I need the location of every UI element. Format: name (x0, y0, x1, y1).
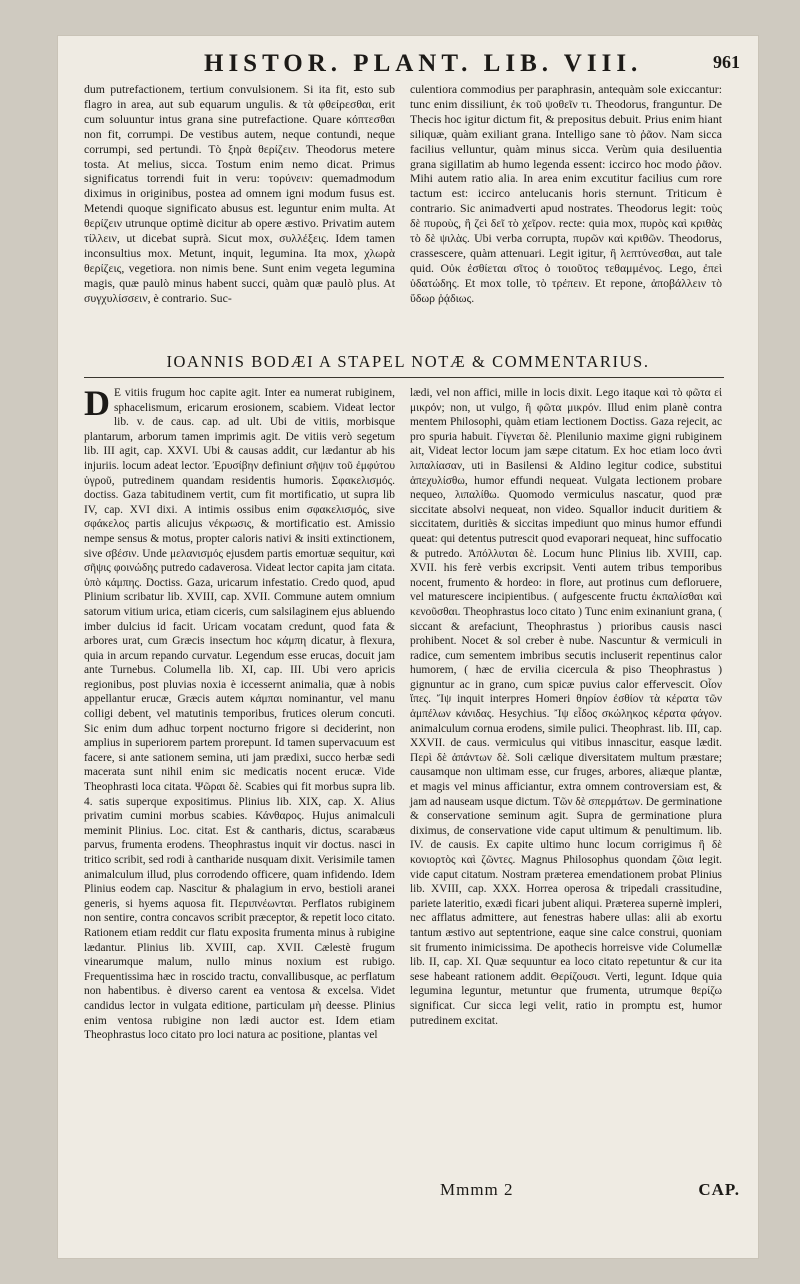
commentary-text: E vitiis frugum hoc capite agit. Inter ea numerat rubiginem, sphacelismum, ericarum erosionem, scabiem. Videat lector lib. v. de caus. cap. ad ult. Ubi de vitiis, morbisque plantarum, arborum tamen imprimis agit. De vitiis verò segetum lib. III agit, cap. XXVI. Ubi & causas addit, cur lædantur ab his injuriis. locum adeat lector. Ἐρυσίβην definiunt σῆψιν τοῦ ἐμφύτου ὑγροῦ, putredinem quandam residentis humoris. Σφακελισμός. doctiss. Gaza tabitudinem vertit, cum fit mortificatio, ut supra lib IV, cap. XVI dixi. A intimis ossibus enim σφακελισμός, sive σφάκελος partis alicujus νέκρωσις, & mortificatio est. Amissio nempe sensus & motus, propter caloris nativi & insiti extinctionem, sive σβέσιν. Unde μελανισμός ejusdem partis emortuæ sequitur, καὶ σῆψις φοινώδης putredo cadaverosa. Videat lector capita jam citata. ὑπὸ κάμπης. Doctiss. Gaza, uricarum infestatio. Credo quod, apud Plinium scribatur lib. XVIII, cap. XVII. Commune autem omnium satorum vitium urica, etiam ciceris, cum salsilaginem ejus abluendo imber dulcius id facit. Uricam vocatam credunt, quod fata & arbores urat, cum Græcis insectum hoc κάμπη dicatur, à flexura, quia in arcum repando curvatur. Legendum esse erucas, docuit jam ante Turnebus. Columella lib. XI, cap. III. Ubi vero apricis regionibus, post pluvias noxia è iccessernt animalia, quæ à nobis appellantur erucæ, Græcis autem κάμπαι nominantur, vel manu colligi debent, vel matutinis temporibus, frutices olerum concuti. Sic enim dum adhuc torpent nocturno frigore si deciderint, non amplius in superiorem partem prorepunt. Id tamen supervacuum est facere, si ante sationem semina, uti jam prædixi, succo herbæ sedi macerata sunt nihil enim sic medicatis nocent erucæ. Vide Theophrasti loca citata. Ψῶραι δὲ. Scabies qui fit morbus supra lib. 4. satis superque expositimus. Plinius lib. XIX, cap. X. Alius privatim cumini morbus scabies. Κάνθαρος. Hujus animalculi meminit Plinius. Loc. citat. Est & cantharis, dictus, scarabæus parvus, frumenta erodens. Theophrastus inquit vir doctus. nasci in tritico scribit, sed rodi à cantharide nusquam dixit. Verisimile tamen animalculum illud, plus corrodendo officere, quam infidendo. Idem Plinius eodem cap. Nascitur & phalagium in ervo, bestioli aranei generis, si hyems aquosa fit. Περιπνέωνται. Perflatos rubiginem non sentire, contra concavos scribit præceptor, & repetit loco citato. Rationem etiam reddit cur flatu exposita frumenta minus à rubigine lædantur. Plinius lib. XVIII, cap. XVII. Cælestè frugum vinearumque malum, nullo minus noxium est rubigo. Frequentissima hæc in roscido tractu, convallibusque, ac perflatum non habentibus. è diverso carent ea ventosa & excelsa. Videt candidus lector in vulgata editione, particulam μὴ deesse. Plinius enim ventosa rubigine non lædi auctor est. Idem etiam Theophrastus loco citato pro loci natura ac positione, plantas vel (84, 387, 395, 1042)
running-head: HISTOR. PLANT. LIB. VIII. (204, 50, 643, 77)
signature-mark: Mmmm 2 (440, 1180, 514, 1199)
page-header (118, 48, 740, 78)
catchword: CAP. (698, 1180, 740, 1199)
text-column-left (84, 82, 395, 344)
text-column-right (410, 82, 722, 344)
commentary-column-right (410, 386, 722, 1142)
commentary-column-left (84, 383, 395, 1142)
text-paragraph: culentiora commodius per paraphrasin, antequàm sole exiccantur: tunc enim dissiliunt, ἐκ τοῦ ψοθεῖν τι. Theodorus, franguntur. De Thecis hoc igitur dictum fit, & prepositus debuit. Prius enim hiant siliquæ, quàm exiliant grana. Intelligo sane τὸ ῥᾶον. Nam sicca facilius velluntur, quàm minus sicca. Verùm quia desiluentia grana sigillatim ab humo legenda essent: iccirco hoc modo ῥᾶον. Mihi autem ratio alia. In area enim excutitur facilius cum rore tactum est: iccirco antelucanis horis sternunt. Triticum è contrario. Sic animadverti apud nostrates. Theodorus legit: τοὺς δὲ πυροὺς, ἢ ζεὶ δεῖ τὸ χεῖρον. recte: quia mox, πυρὸς καὶ κριθὰς τὸ δὲ ψιλὰς. Ubi verba corrupta, πυρῶν καὶ κριθῶν. Theodorus, crassescere, quàm attenuari. Legit igitur, ἢ λεπτύνεσθαι, aut tale quid. Οὐκ ἐσθίεται σῖτος ὁ τοιοῦτος τεθαμμένος. Lego, ἐπεὶ ὑδατώδης. Et mox tolle, τὸ τρέπειν. Et repone, ἀποβάλλειν τὸ ὕδωρ ῥᾴδιως. (410, 82, 722, 305)
commentary-heading: IOANNIS BODÆI A STAPEL NOTÆ & COMMENTARIUS. (166, 352, 650, 371)
text-paragraph: dum putrefactionem, tertium convulsionem. Si ita fit, esto sub flagro in area, aut sub equarum ungulis. & τὰ φθείρεσθαι, erit cum soluuntur intus grana sine putrefactione. Quare κόπτεσθαι non fit, corrumpi. De vestibus autem, neque contundi, neque corrumpi, sed pertundi. Τὸ ξηρὰ θερίζειν. Theodorus metere tosta. At melius, sicca. Tostum enim nemo dicat. Primus significatus torrendi fuit in veru: τορύνειν: quemadmodum diximus in originibus, postea ad omnem igni modum fusus est. Metendi quoque significato abusus est. leguntur enim multa. At θερίζειν utrunque optimè dicitur ab opere æstivo. Privatim autem τίλλειν, ut dicebat suprà. Sicut mox, συλλέξεις. Idem tamen inconsultius mox. Metunt, inquit, legumina. Ita mox, χλωρὰ θερίζεις, vegetiora. non nimis bene. Sunt enim vegeta legumina magis, quæ paulò minus habent succi, quàm quæ paulò plus. At συγχυλίσσειν, è contrario. Suc- (84, 82, 395, 305)
commentary-text: lædi, vel non affici, mille in locis dixit. Lego itaque καὶ τὸ φῶτα εἰ μικρόν; non, ut vulgo, ἢ φῶτα μικρόν. Illud enim planè contra mentem Philosophi, quàm etiam lectionem Doctiss. Gaza rejecit, ac pro spuria habuit. Γίγνεται δὲ. Plenilunio maxime gigni rubiginem ait, Videat lector locum jam sæpe citatum. Ex hoc etiam loco ἀντὶ λιπαλίασαν, uti in Basilensi & Aldino legitur codice, substitui ἀπεχυλίσθω, humor effundi nequeat. Vulgata lectionem probare nequeo, λιπαλίθω. Quomodo vermiculus nascatur, quod præ siccitate absolvi nequeat, non video. Squallor inducit duritiem & siccitatem, duritiès & siccitas impediunt quo minus humor effundi queat: qui detentus putrescit quod evaporari nequeat, hinc suffocatio & putredo. Ἀπόλλυται δὲ. Locum hunc Plinius lib. XVIII, cap. XVII. his ferè verbis excripsit. Venti autem tribus temporibus nocent, frumento & hordeo: in flore, aut protinus cum defloruere, vel maturescere incipientibus. ( aufgescente fructu ἐκπαλίσθαι καὶ κενοῦσθαι. Theophrastus loco citato ) Tunc enim exinaniunt grana, ( siccant & arefaciunt, Theophrastus ) prioribus causis nasci prohibent. Nocet & sol creber è nube. Nascuntur & vermiculi in radice, cum sementem imbribus secutis incluserit repentinus calor humorem, ( hæc de ervilia cicercula & piso Theophrastus ) gignuntur ac in grano, cum spicæ puvius calor effervescit. Οἷον ἵπες. Ἴψ inquit interpres Homeri θηρίον ἐσθίον τὰ κέρατα τῶν ἀμπέλων κάνιδας. Hesychius. Ἴψ εἶδος σκώληκος κέρατα φάγον. animalculum cornua erodens, simile pulici. Theophrast. lib. III, cap. XXVII. de caus. vermiculus qui vitibus innascitur, easque lædit. Περὶ δὲ ἀπάντων δὲ. Soli cælique diversitatem multum præstare; causamque non ultimam esse, cur fruges, arbores, aliæque plantæ, et magis vel minus afficiantur, extra omnem controversiam est, & jam ad nauseam usque dictum. Τῶν δὲ σπερμάτων. De germinatione & conservatione seminum agit. Supra de germinatione plura diximus, de conservatione vide caput ultimum & penultimum. lib. IV. de causis. Ex capite ultimo hunc locum corrigimus ἢ δὲ κονιορτὸς καὶ ζῶντες. Magnus Philosophus quondam ζῶια legit. vide caput citatum. Nostram præterea emendationem probat Plinius lib. XVIII, cap. XXX. Horrea operosa & tripedali crassitudine, pariete lateritio, exædi ficari jubent aliqui. Præterea supernè impleri, nec afflatus admittere, aut fenestras habere ullas: alii ab exortu tantum æstivo aut septentrione, eaque sine calce construi, quoniam sit frumento inimicissima. De apothecis horreisve vide Columellæ lib. II, cap. XI. Quæ sequuntur ea loco citato repetuntur & cur ita sese habeant rationem addit. Θερίζουσι. Verti, legunt. Idque quia legumina leguntur, metuntur que frumenta, utrumque θερίζω significat. Cur sicca legi velit, ratio in promptu est, humor putredinem excitat. (410, 387, 723, 1027)
book-page (58, 36, 758, 1258)
page-number: 961 (713, 52, 740, 72)
page-footer (58, 1180, 758, 1210)
heading-rule (84, 377, 724, 378)
drop-cap: D (84, 383, 110, 423)
